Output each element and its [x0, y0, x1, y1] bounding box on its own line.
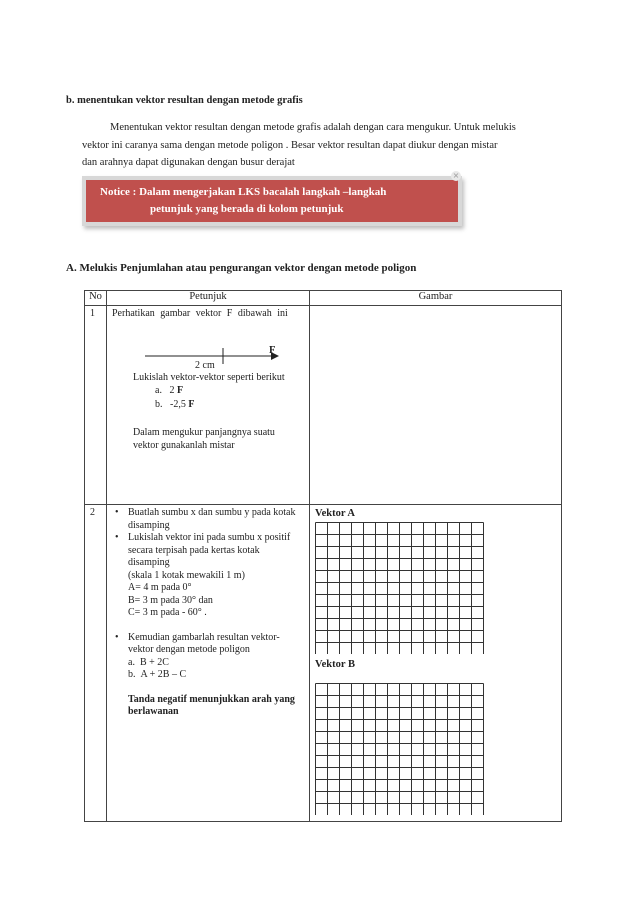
- row1-note: Dalam mengukur panjangnya suatu vektor gunakanlah mistar: [133, 427, 275, 451]
- table-row: [85, 306, 562, 505]
- row2-note: Tanda negatif menunjukkan arah yang berlawanan: [128, 693, 295, 717]
- intro-paragraph: [82, 119, 570, 172]
- row1-item-a: a. 2 F: [155, 385, 184, 396]
- intro-line: vektor ini caranya sama dengan metode poligon . Besar vektor resultan dapat diukur dengan mistar: [82, 139, 498, 151]
- header-no: No: [85, 291, 107, 306]
- bullet-item: • Lukislah vektor ini pada sumbu x positif secara terpisah pada kertas kotak disamping (skala 1 kotak mewakili 1 m) A= 4 m pada 0° B= 3 m pada 30° dan C= 3 m pada - 60° .: [115, 532, 291, 618]
- vector-f-label: F: [269, 345, 276, 356]
- intro-line: Menentukan vektor resultan dengan metode grafis adalah dengan cara mengukur. Untuk melukis: [110, 122, 516, 133]
- grid-a-label: Vektor A: [315, 508, 355, 519]
- petunjuk-cell: [107, 505, 310, 822]
- notice-box: [82, 176, 462, 226]
- close-icon[interactable]: ×: [452, 171, 460, 180]
- grid-b-label: Vektor B: [315, 659, 355, 670]
- bullet-item: • Kemudian gambarlah resultan vektor-vektor dengan metode poligon a. B + 2C b. A + 2B – C Tanda negatif menunjukkan arah yang berlawanan: [109, 632, 301, 719]
- row-number: 1: [85, 306, 107, 505]
- bullet-item: • Buatlah sumbu x dan sumbu y pada kotak disamping: [115, 507, 296, 531]
- table-header-row: [85, 291, 562, 306]
- section-a-title: A. Melukis Penjumlahan atau pengurangan vektor dengan metode poligon: [66, 262, 417, 274]
- row1-intro: Perhatikan gambar vektor F dibawah ini: [112, 308, 288, 319]
- header-petunjuk: Petunjuk: [107, 291, 310, 306]
- row-number: 2: [85, 505, 107, 822]
- section-b-title: b. menentukan vektor resultan dengan metode grafis: [66, 95, 303, 106]
- notice-line: Notice : Dalam mengerjakan LKS bacalah langkah –langkah: [100, 186, 387, 198]
- row1-item-b: b. -2,5 F: [155, 399, 195, 410]
- header-gambar: Gambar: [310, 291, 562, 306]
- notice-line: petunjuk yang berada di kolom petunjuk: [150, 203, 344, 215]
- worksheet-table: [84, 290, 562, 822]
- row1-task: Lukislah vektor-vektor seperti berikut: [133, 372, 285, 383]
- vector-length-label: 2 cm: [195, 360, 215, 371]
- sub-item-b: b. A + 2B – C: [128, 669, 187, 680]
- petunjuk-cell: [107, 306, 310, 505]
- sub-item-a: a. B + 2C: [128, 656, 169, 668]
- grid-paper-b[interactable]: [315, 683, 487, 815]
- intro-line: dan arahnya dapat digunakan dengan busur derajat: [82, 157, 295, 168]
- gambar-cell: [310, 505, 562, 822]
- gambar-cell[interactable]: [310, 306, 562, 505]
- table-row: [85, 505, 562, 822]
- grid-paper-a[interactable]: [315, 522, 487, 654]
